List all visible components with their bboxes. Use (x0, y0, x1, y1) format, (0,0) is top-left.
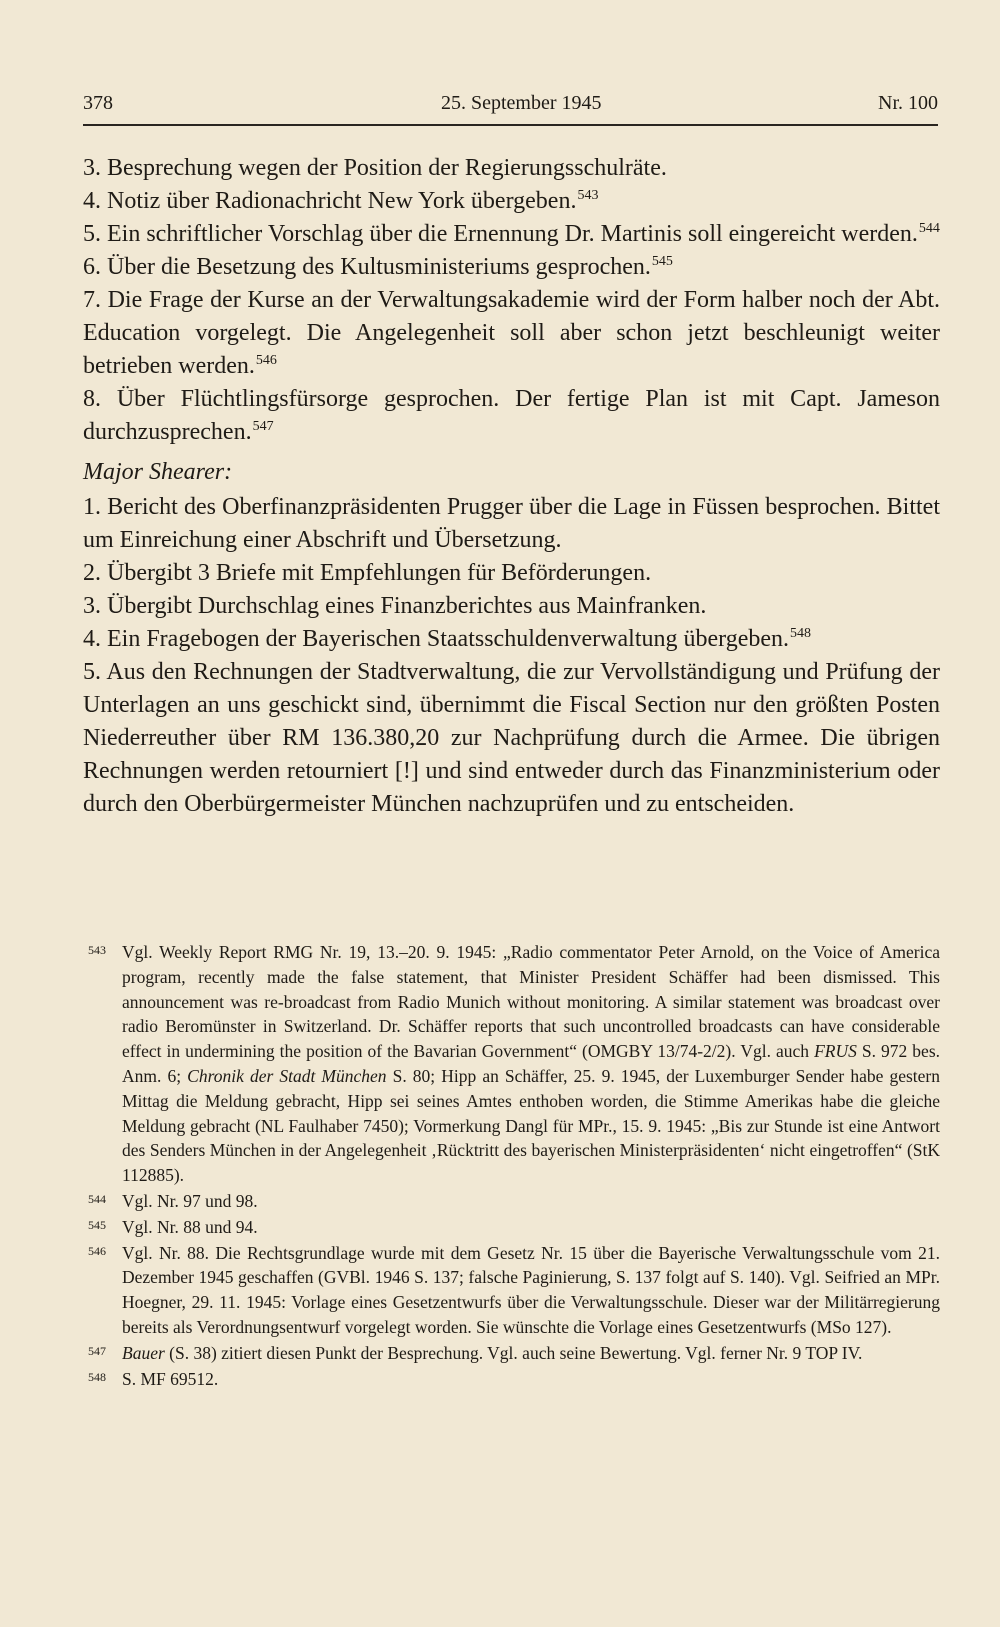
list-item-text: 3. Besprechung wegen der Position der Regierungsschulräte. (83, 155, 667, 181)
list-item (83, 656, 940, 821)
list-item-text: 4. Ein Fragebogen der Bayerischen Staatsschuldenverwaltung übergeben. (83, 626, 790, 652)
list-item-text: 3. Übergibt Durchschlag eines Finanzberichtes aus Mainfranken. (83, 593, 707, 619)
item-list-first (83, 152, 940, 449)
footnote-text: Vgl. Nr. 88 und 94. (122, 1216, 258, 1237)
footnote-text: S. 972 bes. Anm. 6; (122, 1041, 941, 1086)
footnote-italic-ref: FRUS (814, 1041, 857, 1062)
list-item-text: 8. Über Flüchtlingsfürsorge gesprochen. Der fertige Plan ist mit Capt. Jameson durchzusprechen. (83, 386, 940, 445)
footnote-543 (88, 940, 940, 1188)
footnote-text: S. 80; Hipp an Schäffer, 25. 9. 1945, der Luxemburger Sender habe gestern Mittag die Meldung gebracht, Hipp sei seines Amtes enthoben worden, die Stimme Amerikas habe die gleiche Meldung gebracht (NL Faulhaber 7450); Vormerkung Dangl für MPr., 15. 9. 1945: „Bis zur Stunde ist eine Antwort des Senders München in der Angelegenheit ‚Rücktritt des bayerischen Ministerpräsidenten‘ nicht eingetroffen“ (StK 112885). (122, 1065, 940, 1186)
footnote-marker[interactable]: 544 (918, 221, 940, 236)
list-item-text: 4. Notiz über Radionachricht New York übergeben. (83, 188, 577, 214)
list-item (83, 152, 940, 185)
header-date: 25. September 1945 (441, 92, 602, 114)
footnotes (88, 940, 940, 1392)
list-item-text: 1. Bericht des Oberfinanzpräsidenten Prugger über die Lage in Füssen besprochen. Bittet um Einreichung einer Abschrift und Übersetzung. (83, 494, 940, 553)
footnote-text: (S. 38) zitiert diesen Punkt der Besprechung. Vgl. auch seine Bewertung. Vgl. ferner Nr. 9 TOP IV. (164, 1342, 863, 1363)
footnote-italic-ref: Chronik der Stadt München (187, 1065, 387, 1086)
footnote-text: S. MF 69512. (122, 1368, 219, 1389)
item-list-second (83, 491, 940, 821)
footnote-548 (88, 1367, 940, 1392)
list-item-text: 5. Ein schriftlicher Vorschlag über die Ernennung Dr. Martinis soll eingereicht werden. (83, 221, 918, 247)
list-item-text: 6. Über die Besetzung des Kultusministeriums gesprochen. (83, 254, 651, 280)
page-number: 378 (83, 92, 113, 114)
footnote-marker[interactable]: 545 (651, 254, 673, 269)
page-header (83, 88, 938, 126)
list-item-text: 7. Die Frage der Kurse an der Verwaltungsakademie wird der Form halber noch der Abt. Education vorgelegt. Die Angelegenheit soll aber schon jetzt beschleunigt weiter betrieben werden. (83, 287, 940, 379)
list-item (83, 218, 940, 251)
list-item (83, 623, 940, 656)
footnote-number: 546 (88, 1243, 106, 1258)
list-item-text: 5. Aus den Rechnungen der Stadtverwaltung, die zur Vervollständigung und Prüfung der Unterlagen an uns geschickt sind, übernimmt die Fiscal Section nur den größten Posten Niederreuther über RM 136.380,20 zur Nachprüfung durch die Armee. Die übrigen Rechnungen werden retourniert [!] und sind entweder durch das Finanzministerium oder durch den Oberbürgermeister München nachzuprüfen und zu entscheiden. (83, 659, 940, 817)
speaker-heading: Major Shearer: (83, 459, 233, 485)
main-text (83, 152, 940, 821)
footnote-number: 548 (88, 1369, 106, 1384)
footnote-marker[interactable]: 543 (577, 188, 599, 203)
list-item (83, 284, 940, 383)
footnote-marker[interactable]: 546 (255, 353, 277, 368)
list-item (83, 383, 940, 449)
footnote-544 (88, 1189, 940, 1214)
footnote-text: Vgl. Weekly Report RMG Nr. 19, 13.–20. 9. 1945: „Radio commentator Peter Arnold, on the Voice of America program, recently made the false statement, that Minister President Schäffer had been dismissed. This announcement was re-broadcast from Radio Munich without monitoring. A similar statement was broadcast over radio Beromünster in Switzerland. Dr. Schäffer reports that such uncontrolled broadcasts can have considerable effect in undermining the position of the Bavarian Government“ (OMGBY 13/74-2/2). Vgl. auch (122, 942, 940, 1062)
footnote-545 (88, 1215, 940, 1240)
footnote-marker[interactable]: 547 (252, 419, 274, 434)
document-number: Nr. 100 (878, 92, 938, 114)
list-item (83, 491, 940, 557)
footnote-text: Vgl. Nr. 97 und 98. (122, 1190, 258, 1211)
list-item (83, 557, 940, 590)
footnote-547 (88, 1341, 940, 1366)
footnote-italic-ref: Bauer (122, 1342, 165, 1363)
footnote-number: 545 (88, 1217, 106, 1232)
list-item (83, 185, 940, 218)
footnote-number: 547 (88, 1343, 106, 1358)
list-item (83, 590, 940, 623)
list-item (83, 251, 940, 284)
list-item-text: 2. Übergibt 3 Briefe mit Empfehlungen für Beförderungen. (83, 560, 652, 586)
footnote-number: 543 (88, 943, 106, 957)
footnote-546 (88, 1241, 940, 1340)
footnote-number: 544 (88, 1191, 106, 1206)
footnote-marker[interactable]: 548 (790, 626, 812, 641)
footnote-text: Vgl. Nr. 88. Die Rechtsgrundlage wurde mit dem Gesetz Nr. 15 über die Bayerische Verwaltungsschule vom 21. Dezember 1945 geschaffen (GVBl. 1946 S. 137; falsche Paginierung, S. 137 folgt auf S. 140). Vgl. Seifried an MPr. Hoegner, 29. 11. 1945: Vorlage eines Gesetzentwurfs über die Verwaltungsschule. Dieser war der Militärregierung bereits als Verordnungsentwurf vorgelegt worden. Sie wünschte die Vorlage eines Gesetzentwurfs (MSo 127). (122, 1242, 940, 1337)
